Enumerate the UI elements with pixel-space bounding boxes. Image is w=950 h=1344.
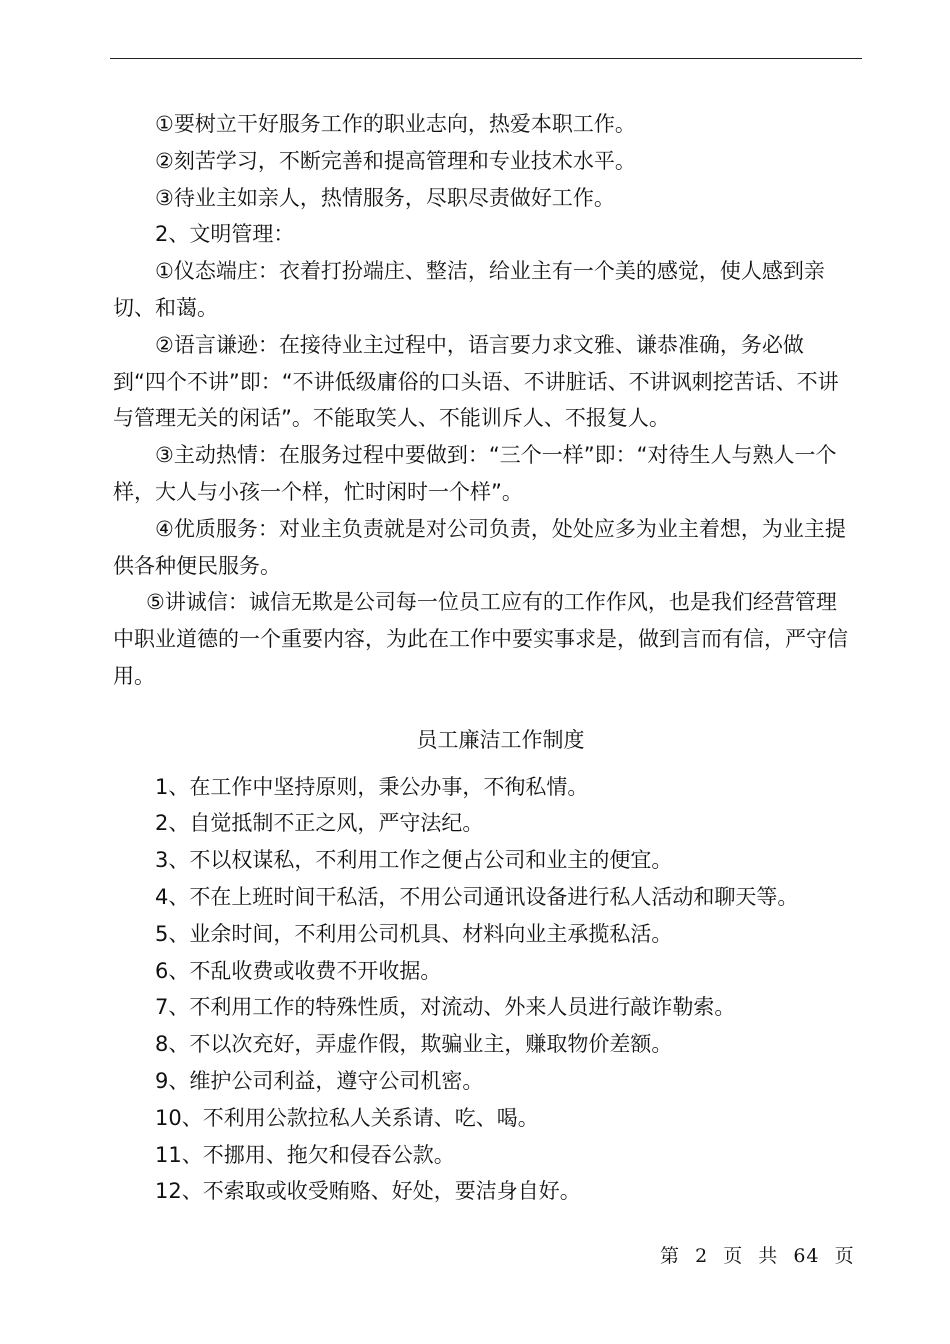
list-item: 2、自觉抵制不正之风，严守法纪。 [155, 811, 484, 836]
page-number: 2 [695, 1245, 709, 1267]
list-item: 10、不利用公款拉私人关系请、吃、喝。 [155, 1105, 539, 1130]
list-item: 11、不挪用、拖欠和侵吞公款。 [155, 1142, 455, 1167]
list-item: 6、不乱收费或收费不开收据。 [155, 958, 442, 983]
paragraph: ②语言谦逊：在接待业主过程中，语言要力求文雅、谦恭准确，务必做到“四个不讲”即：“不讲低级庸俗的口头语、不讲脏话、不讲讽刺挖苦话、不讲与管理无关的闲话”。不能取笑人、不能训斥人、不报复人。 [113, 332, 839, 431]
footer-text: 页 [723, 1245, 744, 1267]
paragraph: ③待业主如亲人，热情服务，尽职尽责做好工作。 [155, 185, 615, 210]
list-item: 3、不以权谋私，不利用工作之便占公司和业主的便宜。 [155, 848, 673, 873]
list-item: 9、维护公司利益，遵守公司机密。 [155, 1068, 484, 1093]
section-heading: 2、文明管理： [155, 222, 295, 247]
list-item: 12、不索取或收受贿赂、好处，要洁身自好。 [155, 1179, 581, 1204]
list-item: 7、不利用工作的特殊性质，对流动、外来人员进行敲诈勒索。 [155, 995, 736, 1020]
header-rule [110, 58, 862, 59]
list-item: 8、不以次充好，弄虚作假，欺骗业主，赚取物价差额。 [155, 1032, 673, 1057]
paragraph: ③主动热情：在服务过程中要做到：“三个一样”即：“对待生人与熟人一个样，大人与小孩一个样，忙时闲时一个样”。 [113, 443, 837, 504]
list-item: 4、不在上班时间干私活，不用公司通讯设备进行私人活动和聊天等。 [155, 884, 799, 909]
paragraph: ⑤讲诚信：诚信无欺是公司每一位员工应有的工作作风，也是我们经营管理中职业道德的一个重要内容，为此在工作中要实事求是，做到言而有信，严守信用。 [113, 590, 848, 688]
rules-list [113, 769, 853, 1211]
page-footer [660, 1241, 863, 1268]
section-title: 员工廉洁工作制度 [416, 727, 585, 752]
document-body [113, 106, 853, 1210]
footer-text: 页 [834, 1245, 855, 1267]
footer-text: 共 [758, 1245, 779, 1267]
page-total: 64 [793, 1245, 820, 1267]
list-item: 5、业余时间，不利用公司机具、材料向业主承揽私活。 [155, 921, 673, 946]
list-item: 1、在工作中坚持原则，秉公办事，不徇私情。 [155, 774, 589, 799]
paragraph: ①要树立干好服务工作的职业志向，热爱本职工作。 [155, 112, 636, 136]
footer-text: 第 [660, 1245, 681, 1267]
paragraph: ④优质服务：对业主负责就是对公司负责，处处应多为业主着想，为业主提供各种便民服务。 [113, 516, 846, 578]
paragraph: ②刻苦学习，不断完善和提高管理和专业技术水平。 [155, 148, 636, 173]
paragraph: ①仪态端庄：衣着打扮端庄、整洁，给业主有一个美的感觉，使人感到亲切、和蔼。 [113, 259, 825, 320]
